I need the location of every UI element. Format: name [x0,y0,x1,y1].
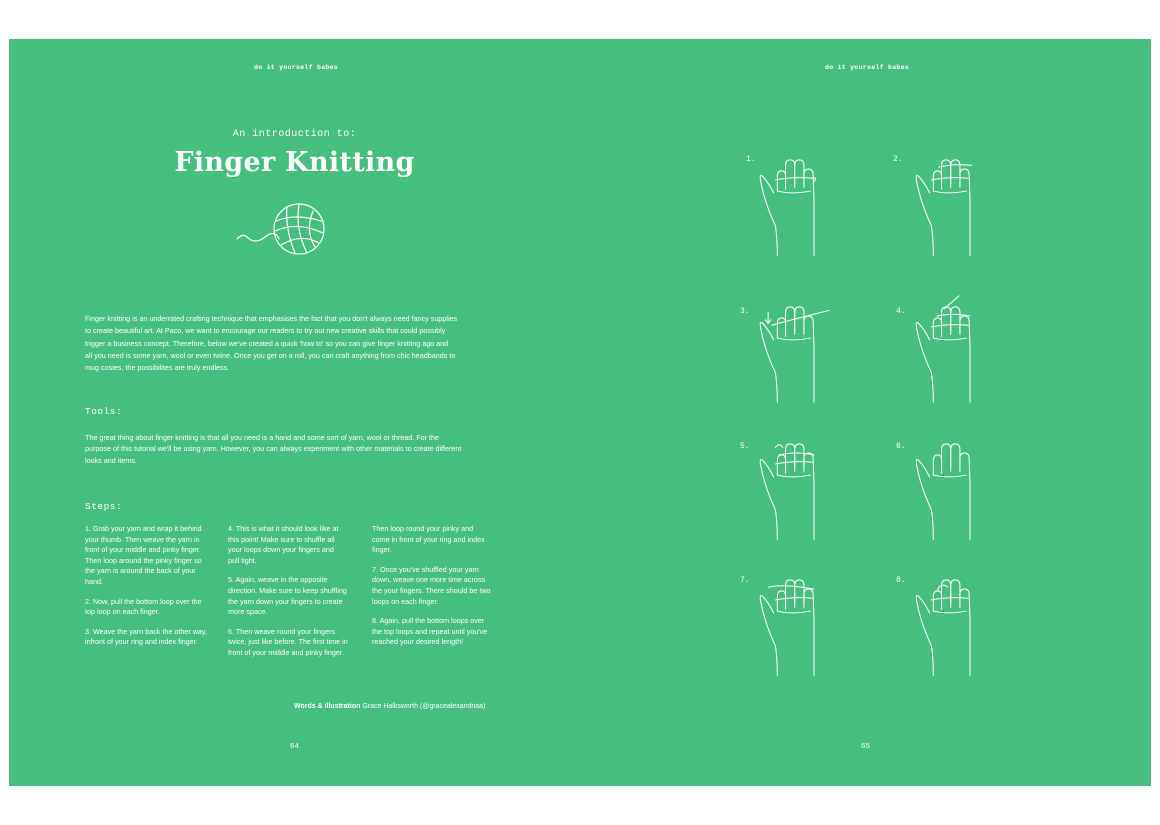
credit-name: Grace Halksworth (@gracealexandriaa) [362,703,486,710]
hand-illustration [752,294,832,411]
step-item: 5. Again, weave in the opposite direction. Make sure to keep shuffling the yarn down your fingers to create more space. [228,575,347,617]
step-item: 3. Weave the yarn back the other way, infront of your ring and index finger. [85,626,207,647]
hand-illustration [908,147,988,264]
step-label: 6. [896,442,906,451]
step-item: Then loop round your pinky and come in front of your ring and index finger. [372,524,485,555]
step-item: 7. Once you've shuffled your yarn down, weave one more time across the your fingers. There should be two loops on each finger. [372,564,491,606]
hand-illustration [908,431,988,548]
step-label: 7. [740,576,750,585]
intro-label: An introduction to: [232,129,357,140]
step-label: 1. [746,155,756,164]
tools-paragraph [85,432,505,466]
page-title: Finger Knitting [174,147,415,178]
hand-illustration [908,294,988,411]
right-page [580,39,1151,786]
credit-label: Words & illustration [294,703,361,710]
paragraph-line: purpose of this tutorial we'll be using yarn. However, you can always experiment with other materials to create different [85,444,462,454]
page-number: 65 [861,743,871,751]
paragraph-line: trigger a business concept. Therefore, below we've created a quick 'how to' so you can give finger knitting ago and [85,338,449,348]
steps-heading: Steps: [85,501,123,512]
page-number: 64 [290,743,300,751]
step-item: 8. Again, pull the bottom loops over the top loops and repeat until you've reached your desired length! [372,616,488,647]
step-item: 1. Grab your yarn and wrap it behind your thumb. Then weave the yarn in front of your middle and pinky finger. Then loop around the pinky finger so the yarn is around the back of your hand. [85,524,202,586]
running-header: do it yourself babes [825,64,910,71]
step-item: 6. Then weave round your fingers twice, just like before. The first time in front of your middle and pinky finger. [228,626,348,657]
credit-line [294,703,485,710]
hand-illustration [752,431,832,548]
paragraph-line: mug cosies, the possibilites are truly endless. [85,363,230,373]
step-item: 2. Now, pull the bottom loop over the top loop on each finger. [85,596,202,617]
paragraph-line: The great thing about finger knitting is that all you need is a hand and some sort of yarn, wool or thread. For the [85,433,439,442]
steps-column-2 [228,524,364,668]
intro-paragraph [85,313,505,374]
step-label: 8. [896,576,906,585]
running-header: do it yourself babes [254,64,339,71]
step-label: 2. [893,155,903,164]
paragraph-line: looks and items. [85,455,137,465]
step-item: 4. This is what it should look like at this point! Make sure to shuffle all your loops down your fingers and pull tight. [228,524,339,565]
paragraph-line: all you need is some yarn, wool or even twine. Once you get on a roll, you can craft anything from chic headbands to [85,350,456,360]
steps-column-1 [85,524,221,657]
step-label: 3. [740,307,750,316]
hand-illustration [752,567,832,684]
left-page [9,39,580,786]
yarn-ball-icon [235,199,330,266]
step-label: 5. [740,442,750,451]
paragraph-line: to create beautiful art. At Paco, we want to encourage our readers to try out new creative skills that could possibly [85,326,446,336]
magazine-spread [9,39,1151,786]
tools-heading: Tools: [85,406,123,417]
paragraph-line: Finger knitting is an underrated crafting technique that emphasises the fact that you don't always need fancy supplies [85,314,458,323]
hand-illustration [752,147,832,264]
steps-column-3 [372,524,508,657]
hand-illustration [908,567,988,684]
step-label: 4. [896,307,906,316]
